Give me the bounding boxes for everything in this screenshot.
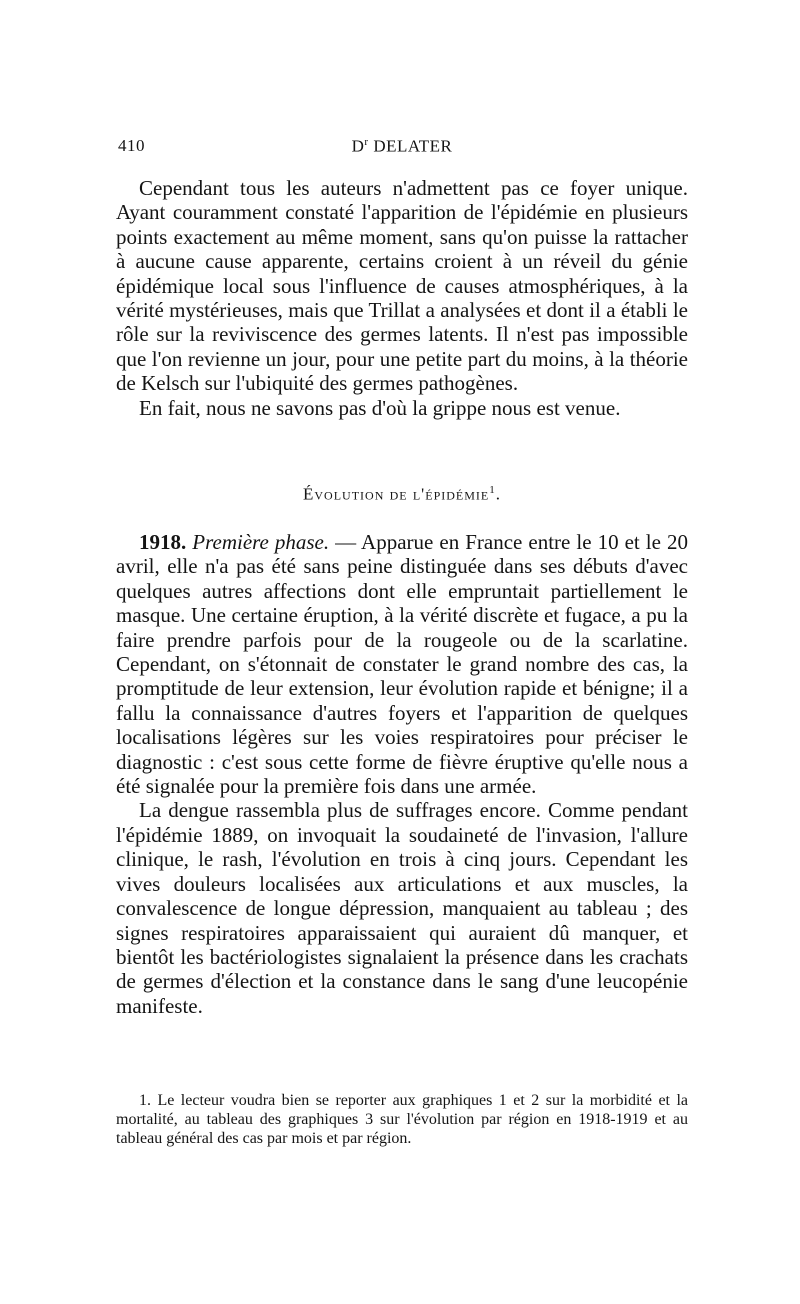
author-name: DELATER bbox=[368, 136, 453, 156]
body-text-top bbox=[116, 176, 688, 420]
footnote-marker: 1 bbox=[489, 484, 496, 496]
running-head bbox=[118, 136, 686, 157]
footnote: 1. Le lecteur voudra bien se reporter aux graphiques 1 et 2 sur la morbidité et la mortalité, au tableau des graphiques 3 sur l'évolution par région en 1918-1919 et au tableau général des cas par mois et par région. bbox=[116, 1092, 688, 1147]
paragraph-1918 bbox=[116, 530, 688, 798]
year-label: 1918. bbox=[139, 530, 187, 554]
section-heading bbox=[116, 484, 688, 505]
section-heading-text: Évolution de l'épidémie bbox=[302, 484, 490, 504]
paragraph-origin: Cependant tous les auteurs n'admettent pas ce foyer unique. Ayant couramment constaté l'apparition de l'épidémie en plusieurs points exactement au même moment, sans qu'on puisse la rattacher à aucune cause apparente, certains croient à un réveil du génie épidémique local sous l'influence de causes atmosphériques, à la vérité mystérieuses, mais que Trillat a analysées et dont il a établi le rôle sur la reviviscence des germes latents. Il n'est pas impossible que l'on revienne un jour, pour une petite part du moins, à la théorie de Kelsch sur l'ubiquité des germes pathogènes. bbox=[116, 176, 688, 396]
body-text-bottom bbox=[116, 530, 688, 1018]
paragraph-1918-text: — Apparue en France entre le 10 et le 20 avril, elle n'a pas été sans peine distinguée dans ses débuts d'avec quelques autres affections dont elle empruntait partiellement le masque. Une certaine éruption, à la vérité discrète et fugace, a pu la faire prendre parfois pour de la rougeole ou de la scarlatine. Cependant, on s'étonnait de constater le grand nombre des cas, la promptitude de leur extension, leur évolution rapide et bénigne; il a fallu la connaissance d'autres foyers et l'apparition de quelques localisations légères sur les voies respiratoires pour préciser le diagnostic : c'est sous cette forme de fièvre éruptive qu'elle nous a été signalée pour la première fois dans une armée. bbox=[116, 530, 688, 799]
paragraph-conclusion: En fait, nous ne savons pas d'où la grippe nous est venue. bbox=[139, 395, 621, 420]
page-header bbox=[118, 136, 686, 166]
author-prefix: D bbox=[351, 136, 365, 156]
author-prefix-sup: r bbox=[364, 136, 369, 148]
phase-label: Première phase. bbox=[192, 530, 330, 554]
page-number: 410 bbox=[118, 136, 145, 155]
section-heading-end: . bbox=[495, 484, 501, 504]
paragraph-dengue: La dengue rassembla plus de suffrages encore. Comme pendant l'épidémie 1889, on invoquait la soudaineté de l'invasion, l'allure clinique, le rash, l'évolution en trois à cinq jours. Cependant les vives douleurs localisées aux articulations et aux muscles, la convalescence de longue dépression, manquaient au tableau ; des signes respiratoires apparaissaient qui auraient dû manquer, et bientôt les bactériologistes signalaient la présence dans les crachats de germes d'élection et la constance dans le sang d'une leucopénie manifeste. bbox=[116, 798, 688, 1018]
